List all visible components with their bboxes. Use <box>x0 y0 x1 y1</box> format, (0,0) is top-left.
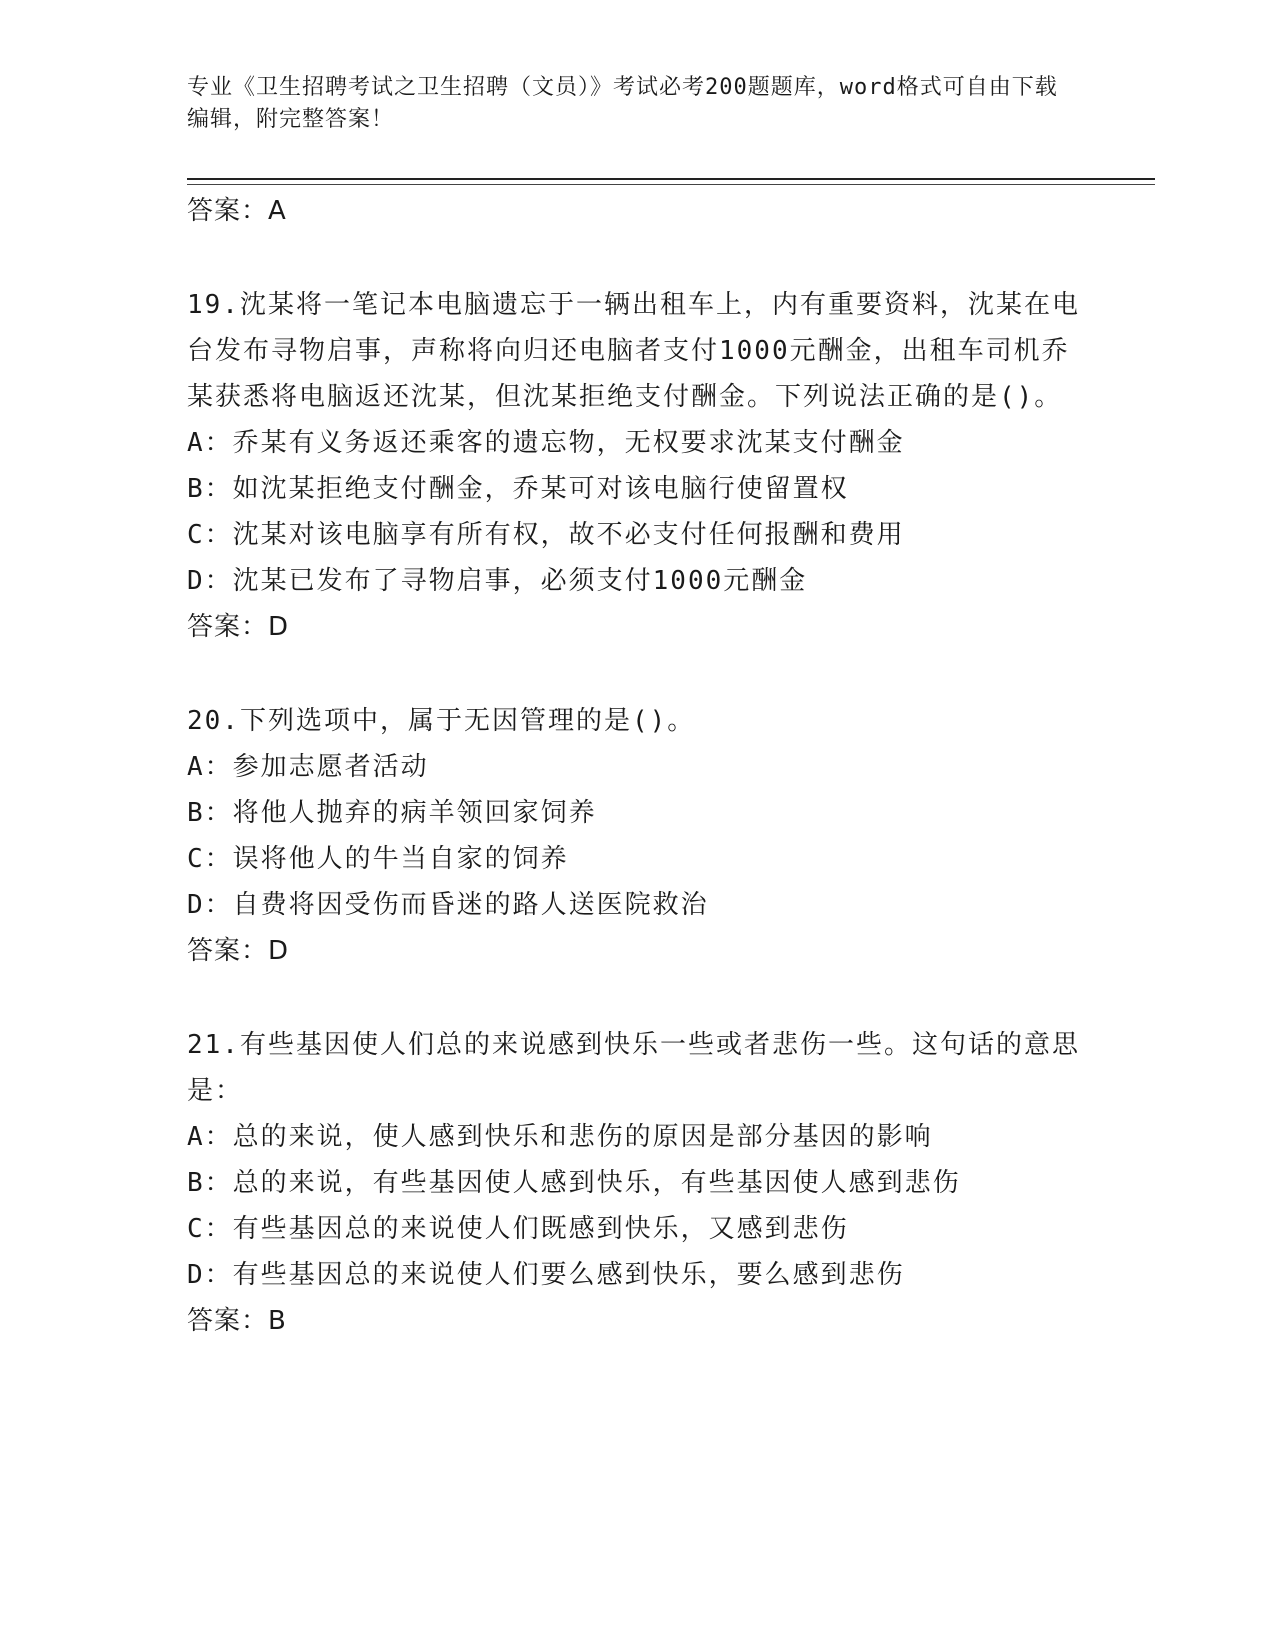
document-header: 专业《卫生招聘考试之卫生招聘（文员）》考试必考200题题库，word格式可自由下载编辑，附完整答案！ <box>187 75 1058 132</box>
option-c: C：误将他人的牛当自家的饲养 <box>187 844 569 874</box>
option-b: B：总的来说，有些基因使人感到快乐，有些基因使人感到悲伤 <box>187 1168 961 1198</box>
answer-line: 答案：A <box>187 196 287 226</box>
question-19 <box>187 282 1087 650</box>
option-a: A：参加志愿者活动 <box>187 752 429 782</box>
question-21 <box>187 1022 1087 1344</box>
option-d: D：自费将因受伤而昏迷的路人送医院救治 <box>187 890 709 920</box>
option-b: B：如沈某拒绝支付酬金，乔某可对该电脑行使留置权 <box>187 474 849 504</box>
option-a: A：乔某有义务返还乘客的遗忘物，无权要求沈某支付酬金 <box>187 428 905 458</box>
option-d: D：沈某已发布了寻物启事，必须支付1000元酬金 <box>187 566 808 596</box>
option-c: C：沈某对该电脑享有所有权，故不必支付任何报酬和费用 <box>187 520 905 550</box>
option-b: B：将他人抛弃的病羊领回家饲养 <box>187 798 597 828</box>
option-d: D：有些基因总的来说使人们要么感到快乐，要么感到悲伤 <box>187 1260 905 1290</box>
question-stem: 19.沈某将一笔记本电脑遗忘于一辆出租车上，内有重要资料，沈某在电台发布寻物启事，声称将向归还电脑者支付1000元酬金，出租车司机乔某获悉将电脑返还沈某，但沈某拒绝支付酬金。下列说法正确的是()。 <box>187 290 1080 412</box>
document-content <box>187 188 1087 1344</box>
answer-line: 答案：B <box>187 1306 287 1336</box>
header-divider-thin <box>187 184 1155 185</box>
answer-line: 答案：D <box>187 612 290 642</box>
question-stem: 20.下列选项中，属于无因管理的是()。 <box>187 706 696 736</box>
option-c: C：有些基因总的来说使人们既感到快乐，又感到悲伤 <box>187 1214 849 1244</box>
question-20 <box>187 698 1087 974</box>
answer-line: 答案：D <box>187 936 290 966</box>
question-stem: 21.有些基因使人们总的来说感到快乐一些或者悲伤一些。这句话的意思是： <box>187 1030 1080 1106</box>
option-a: A：总的来说，使人感到快乐和悲伤的原因是部分基因的影响 <box>187 1122 933 1152</box>
header-divider-thick <box>187 178 1155 180</box>
